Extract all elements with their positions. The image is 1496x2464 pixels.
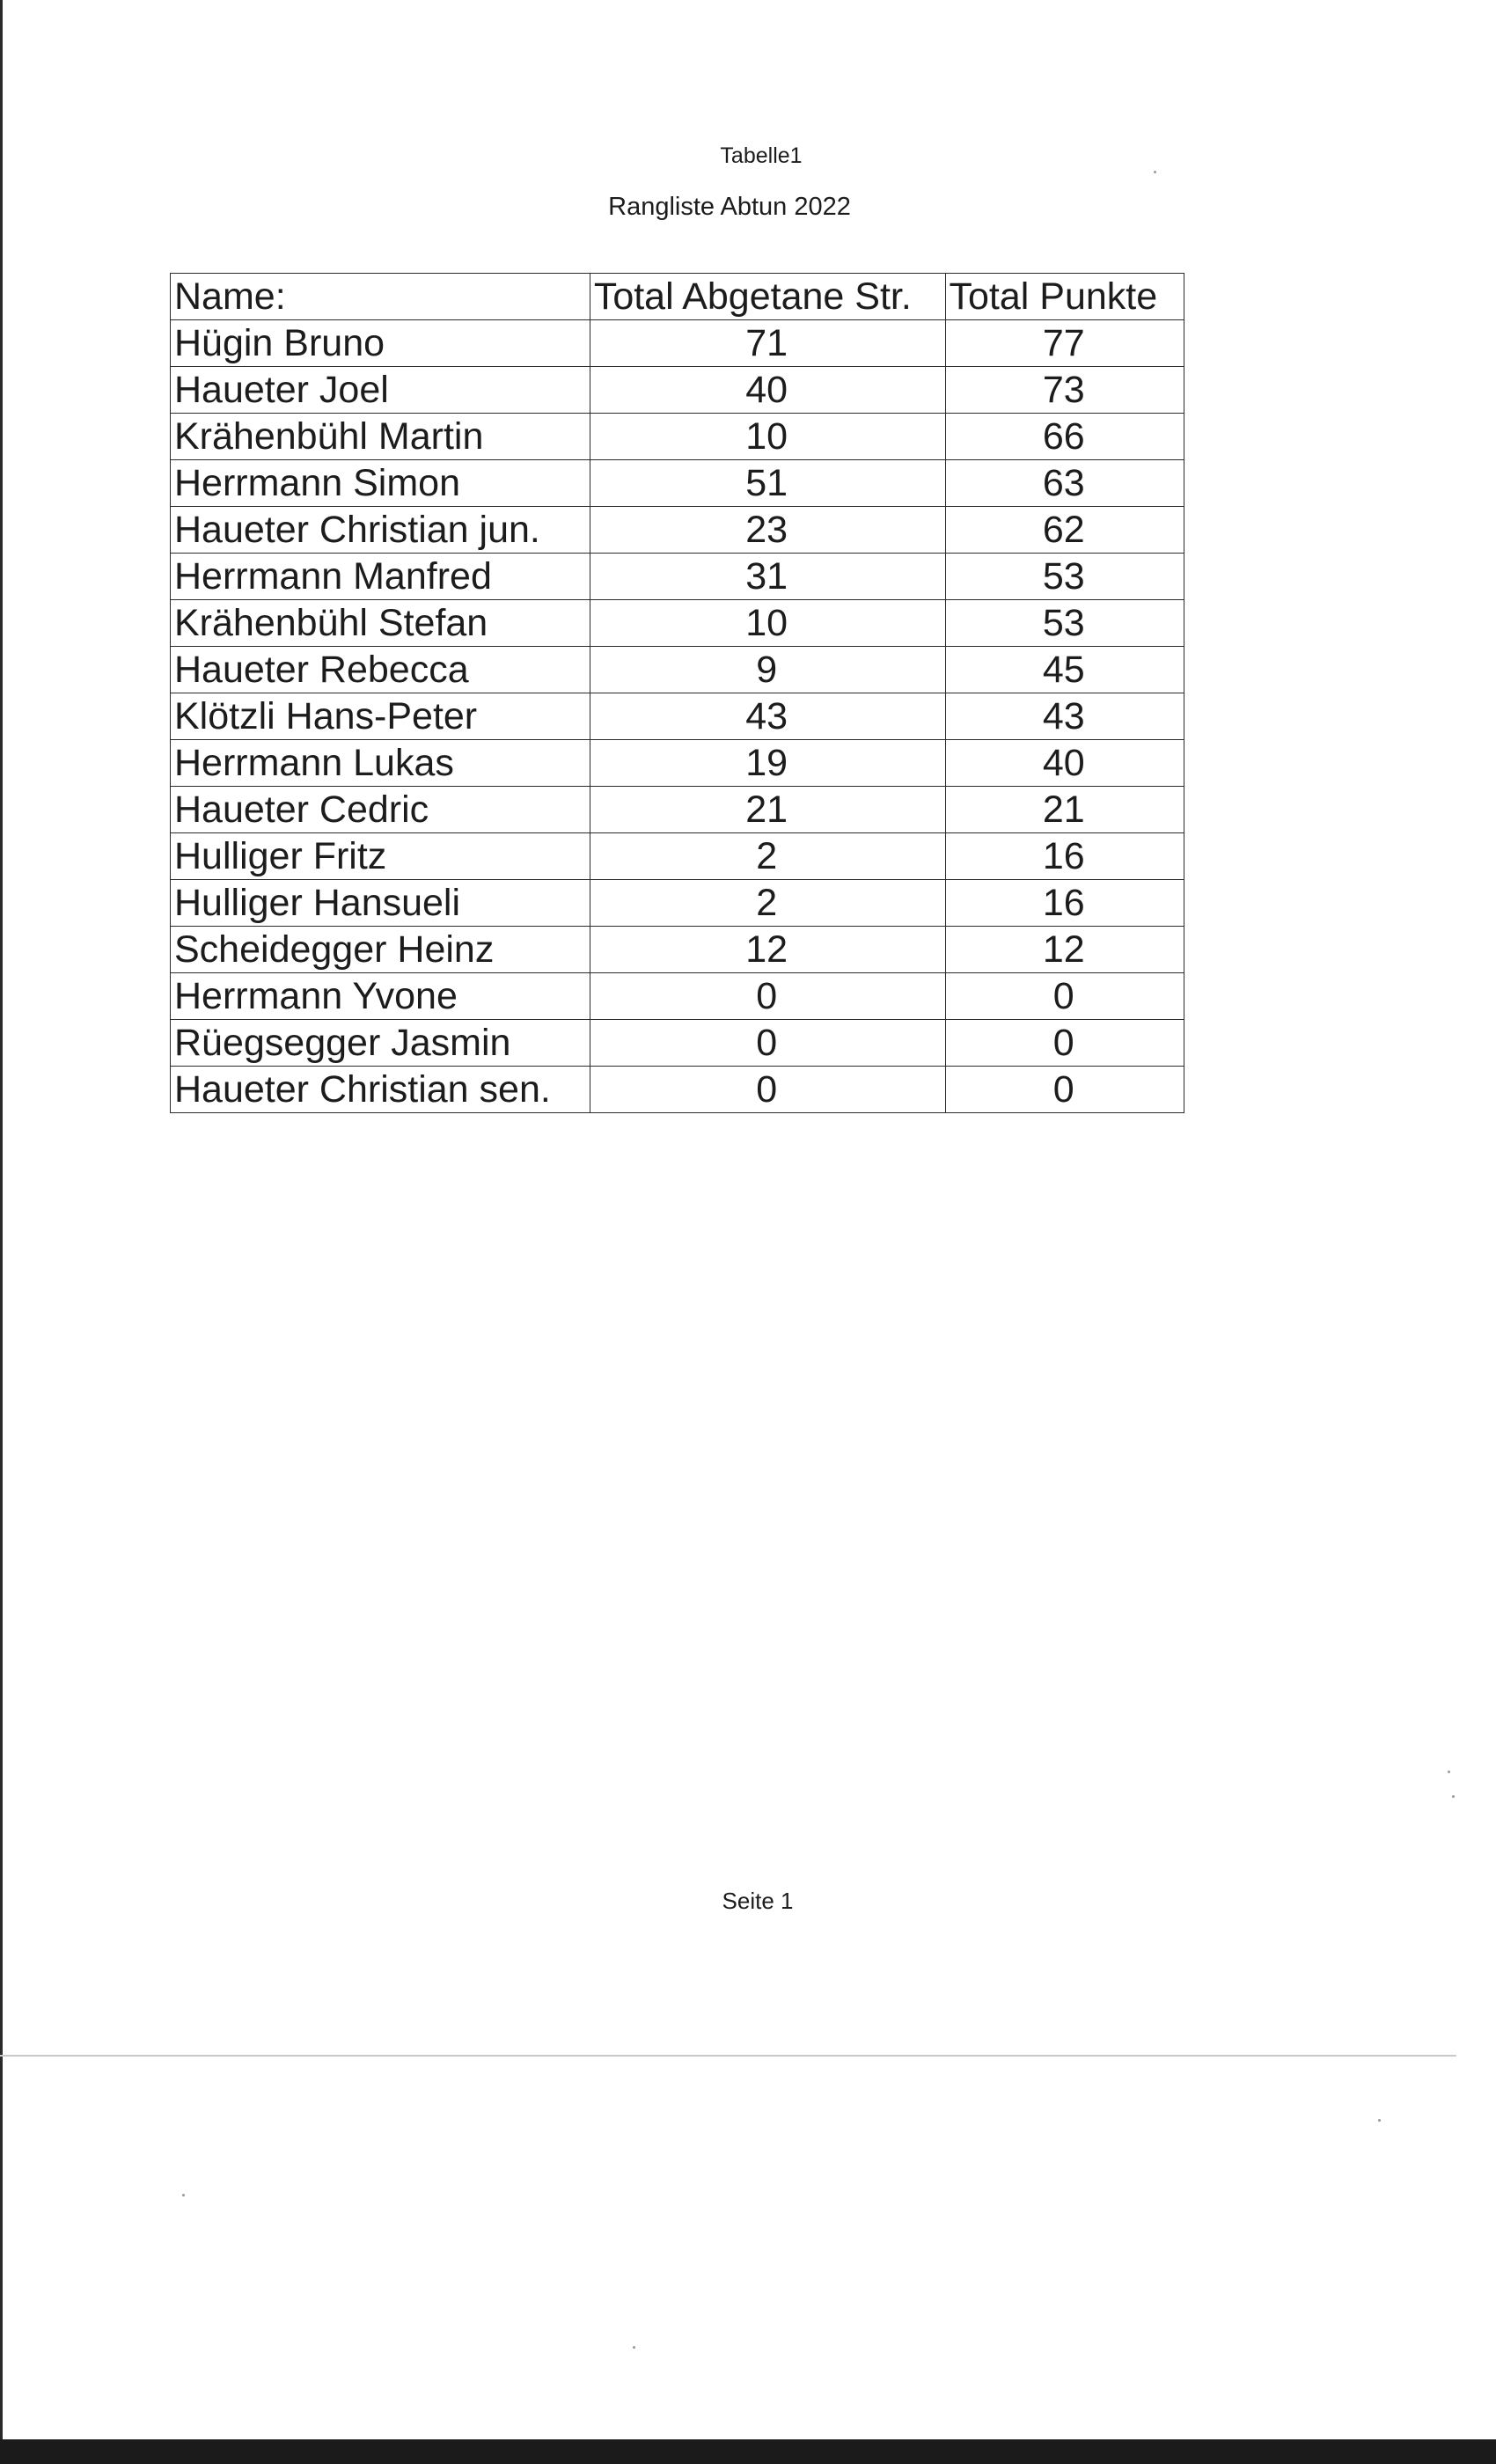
table-row: [171, 414, 1184, 460]
cell-name: Krähenbühl Stefan: [171, 600, 590, 647]
table-row: [171, 693, 1184, 740]
cell-name: Haueter Rebecca: [171, 647, 590, 693]
cell-total-punkte: 77: [945, 320, 1184, 367]
cell-total-abgetane: 0: [590, 1020, 945, 1067]
cell-total-punkte: 0: [945, 1020, 1184, 1067]
table-row: [171, 787, 1184, 833]
table-row: [171, 740, 1184, 787]
cell-total-punkte: 45: [945, 647, 1184, 693]
cell-total-punkte: 63: [945, 460, 1184, 507]
scan-speck: [1448, 1771, 1450, 1773]
table-row: [171, 927, 1184, 973]
table-row: [171, 367, 1184, 414]
cell-name: Rüegsegger Jasmin: [171, 1020, 590, 1067]
cell-total-punkte: 73: [945, 367, 1184, 414]
scan-speck: [1154, 171, 1156, 173]
cell-total-punkte: 53: [945, 554, 1184, 600]
ranking-table-body: [171, 320, 1184, 1113]
scan-speck: [633, 2346, 635, 2349]
cell-total-abgetane: 10: [590, 414, 945, 460]
header-row: [171, 274, 1184, 320]
cell-total-abgetane: 19: [590, 740, 945, 787]
document-title: Rangliste Abtun 2022: [608, 193, 851, 221]
cell-name: Scheidegger Heinz: [171, 927, 590, 973]
cell-total-punkte: 43: [945, 693, 1184, 740]
table-row: [171, 1067, 1184, 1113]
cell-total-punkte: 40: [945, 740, 1184, 787]
cell-name: Herrmann Manfred: [171, 554, 590, 600]
table-row: [171, 320, 1184, 367]
table-row: [171, 1020, 1184, 1067]
scan-speck: [182, 2194, 185, 2196]
cell-name: Herrmann Yvone: [171, 973, 590, 1020]
cell-name: Herrmann Lukas: [171, 740, 590, 787]
cell-name: Herrmann Simon: [171, 460, 590, 507]
header-total-punkte: Total Punkte: [945, 274, 1184, 320]
cell-total-abgetane: 0: [590, 1067, 945, 1113]
table-row: [171, 507, 1184, 554]
scan-edge-bottom: [0, 2439, 1496, 2464]
cell-total-punkte: 66: [945, 414, 1184, 460]
cell-total-abgetane: 31: [590, 554, 945, 600]
page-fold-line: [0, 2055, 1456, 2057]
scan-edge-left: [0, 0, 3, 2464]
cell-total-punkte: 12: [945, 927, 1184, 973]
header-total-abgetane: Total Abgetane Str.: [590, 274, 945, 320]
scan-speck: [1452, 1795, 1455, 1798]
cell-name: Hulliger Hansueli: [171, 880, 590, 927]
cell-total-abgetane: 12: [590, 927, 945, 973]
table-row: [171, 973, 1184, 1020]
scan-speck: [1378, 2119, 1381, 2122]
cell-total-abgetane: 10: [590, 600, 945, 647]
cell-name: Hügin Bruno: [171, 320, 590, 367]
cell-total-abgetane: 51: [590, 460, 945, 507]
cell-total-abgetane: 0: [590, 973, 945, 1020]
cell-name: Hulliger Fritz: [171, 833, 590, 880]
cell-total-punkte: 16: [945, 880, 1184, 927]
table-row: [171, 647, 1184, 693]
cell-total-punkte: 0: [945, 973, 1184, 1020]
ranking-table-header: [171, 274, 1184, 320]
cell-name: Haueter Joel: [171, 367, 590, 414]
table-row: [171, 600, 1184, 647]
cell-total-punkte: 21: [945, 787, 1184, 833]
cell-total-abgetane: 71: [590, 320, 945, 367]
table-row: [171, 880, 1184, 927]
cell-total-abgetane: 2: [590, 833, 945, 880]
cell-total-punkte: 16: [945, 833, 1184, 880]
cell-total-abgetane: 9: [590, 647, 945, 693]
cell-total-punkte: 0: [945, 1067, 1184, 1113]
cell-total-abgetane: 43: [590, 693, 945, 740]
sheet-name: Tabelle1: [720, 143, 803, 168]
cell-name: Krähenbühl Martin: [171, 414, 590, 460]
ranking-table: [170, 273, 1184, 1113]
table-row: [171, 833, 1184, 880]
page-number: Seite 1: [722, 1888, 794, 1914]
cell-total-abgetane: 2: [590, 880, 945, 927]
cell-total-punkte: 62: [945, 507, 1184, 554]
cell-name: Haueter Christian sen.: [171, 1067, 590, 1113]
cell-name: Klötzli Hans-Peter: [171, 693, 590, 740]
cell-total-abgetane: 23: [590, 507, 945, 554]
table-row: [171, 460, 1184, 507]
cell-name: Haueter Christian jun.: [171, 507, 590, 554]
header-name: Name:: [171, 274, 590, 320]
table-row: [171, 554, 1184, 600]
cell-total-abgetane: 21: [590, 787, 945, 833]
cell-name: Haueter Cedric: [171, 787, 590, 833]
cell-total-abgetane: 40: [590, 367, 945, 414]
cell-total-punkte: 53: [945, 600, 1184, 647]
